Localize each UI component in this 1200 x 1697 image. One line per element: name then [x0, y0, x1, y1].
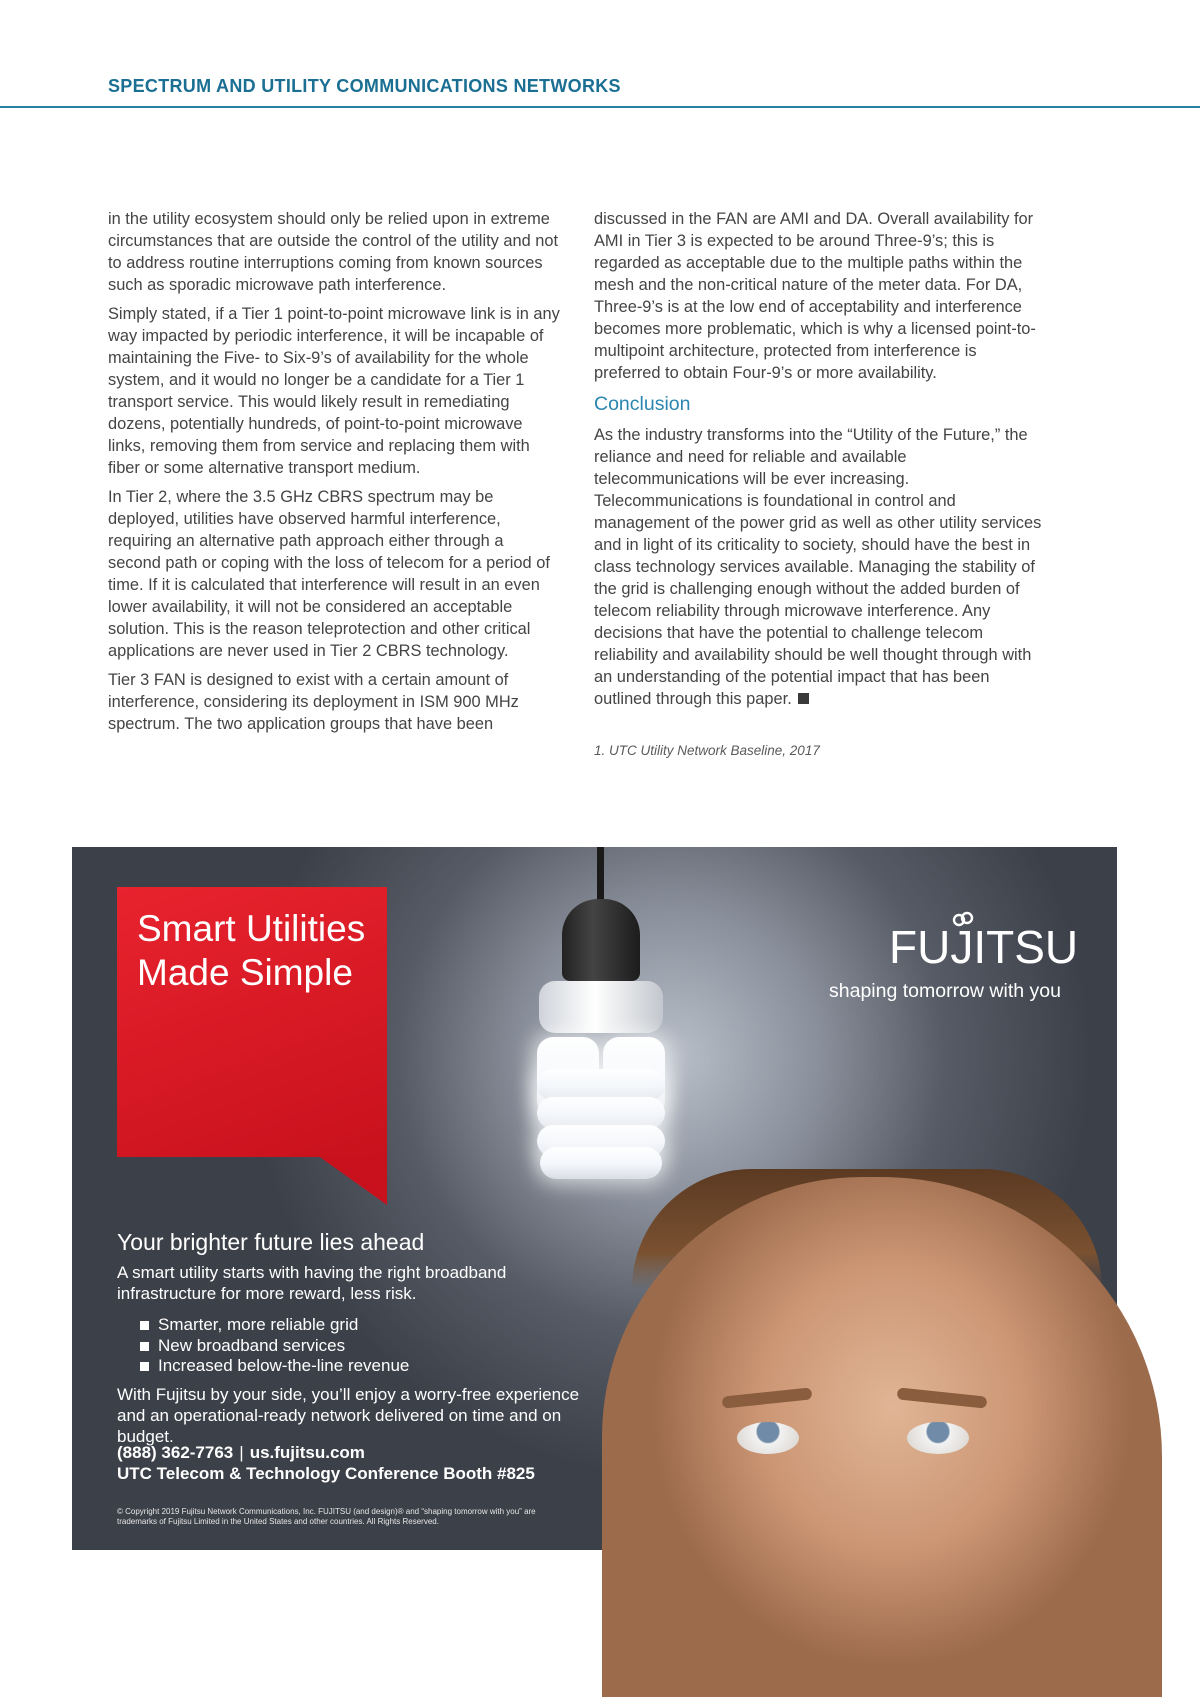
ad-bullet-item: Increased below-the-line revenue — [140, 1356, 409, 1377]
header-rule — [0, 106, 1200, 108]
body-paragraph: Tier 3 FAN is designed to exist with a certain amount of interference, considering its deployment in ISM 900 MHz spectrum. The two application groups that have been — [108, 671, 519, 733]
footnote: 1. UTC Utility Network Baseline, 2017 — [594, 743, 820, 758]
conclusion-heading: Conclusion — [594, 393, 691, 415]
eye — [907, 1422, 969, 1454]
brand-tagline: shaping tomorrow with you — [829, 980, 1061, 1002]
ad-contact-block — [117, 1442, 535, 1484]
ad-bullet-item: Smarter, more reliable grid — [140, 1315, 409, 1336]
bulb-coil — [540, 1147, 662, 1179]
lamp-socket — [562, 899, 640, 981]
end-of-article-mark — [798, 693, 809, 704]
phone-number: (888) 362-7763 — [117, 1443, 234, 1462]
headline-panel-tail — [317, 1155, 387, 1205]
copyright-notice: © Copyright 2019 Fujitsu Network Communications, Inc. FUJITSU (and design)® and “shaping tomorrow with you” are trademarks of Fujitsu Limited in the United States and other countries. All Rights Reserved. — [117, 1507, 536, 1526]
ad-headline-line: Smart Utilities — [137, 908, 366, 949]
article-column-left — [108, 208, 560, 742]
running-header: SPECTRUM AND UTILITY COMMUNICATIONS NETWORKS — [108, 76, 621, 96]
bulb-base — [539, 981, 663, 1033]
body-paragraph: discussed in the FAN are AMI and DA. Overall availability for AMI in Tier 3 is expected to be around Three-9’s; this is regarded as acceptable due to the multiple paths within the mesh and the non-critical nature of the meter data. For DA, Three-9’s is at the low end of acceptability and interference becomes more problematic, which is why a licensed point-to-multipoint architecture, protected from interference is preferred to obtain Four-9’s or more availability. — [594, 210, 1036, 382]
ad-headline-line: Made Simple — [137, 952, 353, 993]
conclusion-paragraph — [594, 424, 1046, 710]
conference-booth: UTC Telecom & Technology Conference Booth #825 — [117, 1464, 535, 1483]
fujitsu-logo — [887, 911, 1079, 973]
fujitsu-wordmark: FUJITSU — [889, 921, 1079, 973]
conclusion-text: As the industry transforms into the “Utility of the Future,” the reliance and need for reliable and available telecommunications will be ever increasing. Telecommunications is foundational in control and management of the power grid as well as other utility services and in light of its criticality to society, should have the best in class technology services available. Managing the stability of the grid is challenging enough without the added burden of telecom reliability through microwave interference. Any decisions that have the potential to challenge telecom reliability and availability should be well thought through with an understanding of the potential impact that has been outlined through this paper. — [594, 426, 1042, 708]
body-paragraph: Simply stated, if a Tier 1 point-to-point microwave link is in any way impacted by periodic interference, it will be incapable of maintaining the Five- to Six-9’s of availability for the whole system, and it would no longer be a candidate for a Tier 1 transport service. This would likely result in remediating dozens, potentially hundreds, of point-to-point microwave links, removing them from service and replacing them with fiber or some alternative transport medium. — [108, 305, 560, 477]
contact-separator: | — [239, 1443, 244, 1462]
ad-bullet-list — [140, 1315, 409, 1377]
eye — [737, 1422, 799, 1454]
body-paragraph: in the utility ecosystem should only be relied upon in extreme circumstances that are outside the control of the utility and not to address routine interruptions coming from known sources such as sporadic microwave path interference. — [108, 210, 559, 294]
fujitsu-advertisement — [72, 847, 1117, 1550]
ad-bullet-item: New broadband services — [140, 1336, 409, 1357]
body-paragraph: In Tier 2, where the 3.5 GHz CBRS spectrum may be deployed, utilities have observed harmful interference, requiring an alternative path approach either through a second path or coping with the loss of telecom for a period of time. If it is calculated that interference will result in an even lower availability, it will not be considered an acceptable solution. This is the reason teleprotection and other critical applications are never used in Tier 2 CBRS technology. — [108, 488, 550, 660]
ad-intro: A smart utility starts with having the right broadband infrastructure for more reward, less risk. — [117, 1263, 507, 1303]
ad-headline — [137, 907, 377, 995]
ad-subheading: Your brighter future lies ahead — [117, 1229, 425, 1255]
website-link[interactable]: us.fujitsu.com — [249, 1443, 365, 1462]
article-column-right — [594, 208, 1046, 769]
ad-body: With Fujitsu by your side, you’ll enjoy a worry-free experience and an operational-ready network delivered on time and on budget. — [117, 1385, 580, 1446]
